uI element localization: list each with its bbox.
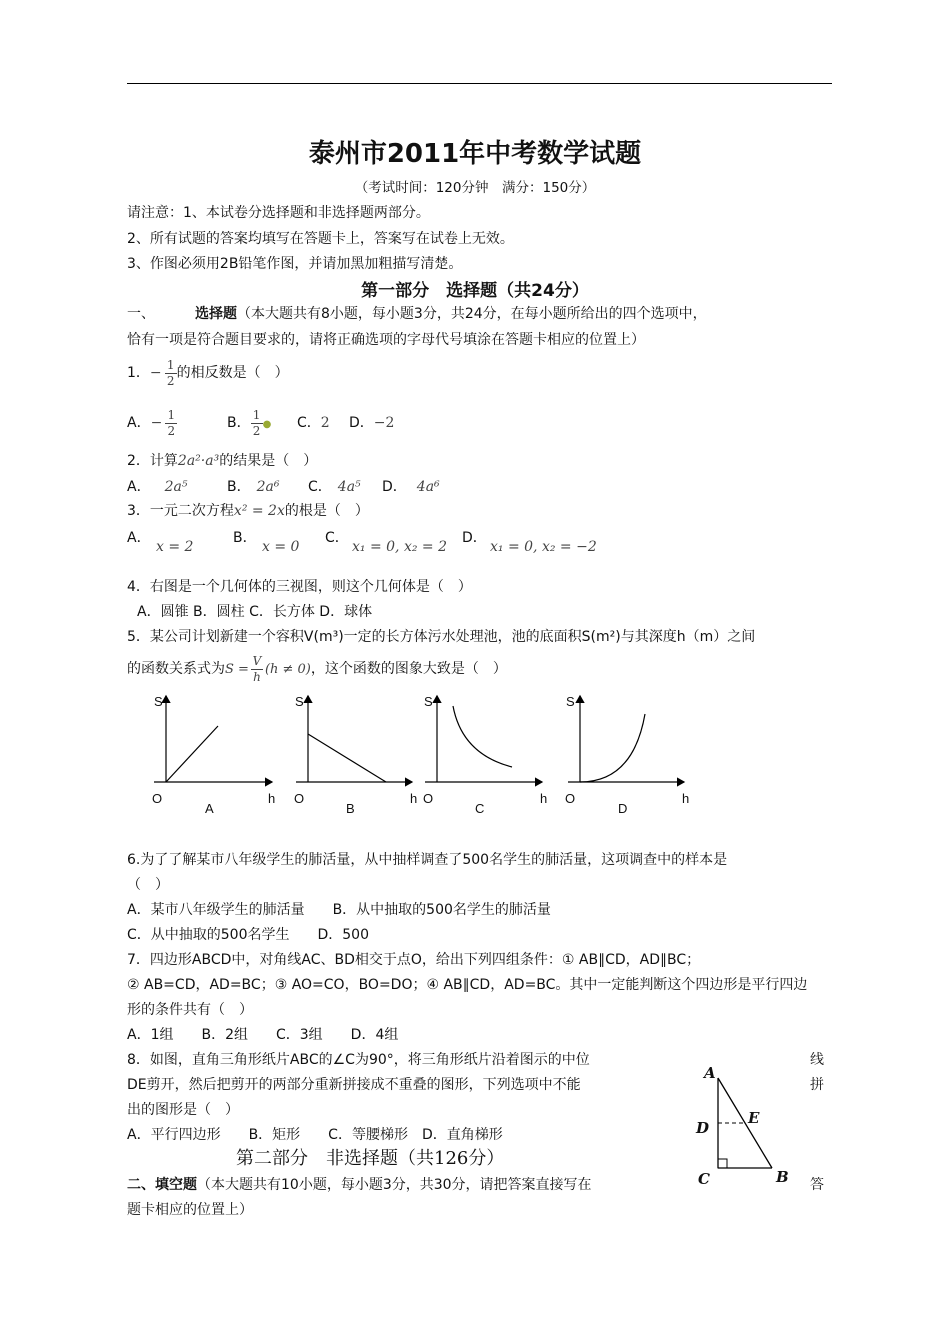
q2-expression: 2a²·a³ <box>177 453 220 469</box>
graph-d-y-label: S <box>566 694 575 709</box>
graph-a-origin: O <box>152 791 163 806</box>
q1-fraction: $\frac{1}{2}$ <box>165 359 177 388</box>
point-d: D <box>696 1119 710 1137</box>
q7-options: A．1组 B．2组 C．3组 D．4组 <box>127 1027 399 1043</box>
notice-line-3: 3、作图必须用2B铅笔作图，并请加黑加粗描写清楚。 <box>127 256 463 272</box>
q4-options: A．圆锥 B．圆柱 C．长方体 D．球体 <box>137 604 373 620</box>
graph-d-option: D <box>618 801 628 816</box>
part1-intro-b: 恰有一项是符合题目要求的，请将正确选项的字母代号填涂在答题卡相应的位置上） <box>127 332 645 348</box>
graph-c-y-label: S <box>424 694 433 709</box>
q3-option-c-value: x₁ = 0, x₂ = 2 <box>352 539 447 555</box>
q6-options-2: C．从中抽取的500名学生 D．500 <box>127 927 369 943</box>
question-8-line-1: 8．如图，直角三角形纸片ABC的∠C为90°，将三角形纸片沿着图示的中位 <box>127 1052 590 1068</box>
q1-option-c: C．2 <box>297 415 330 431</box>
part1-intro <box>127 303 707 323</box>
graph-b-y-label: S <box>295 694 304 709</box>
q3-option-a-label: A． <box>127 530 151 546</box>
graph-d <box>565 694 689 816</box>
q5-formula: S = $\frac{V}{h}$ (h ≠ 0) <box>225 654 311 684</box>
graph-c-option: C <box>475 801 485 816</box>
q1-option-a: A．− $\frac{1}{2}$ <box>127 406 177 440</box>
question-8-line-2-end: 拼 <box>810 1077 824 1093</box>
question-8-line-3: 出的图形是（ ） <box>127 1102 239 1118</box>
graph-c <box>423 694 547 816</box>
part2-intro-b: 题卡相应的位置上） <box>127 1202 253 1218</box>
notice-line-2: 2、所有试题的答案均填写在答题卡上，答案写在试卷上无效。 <box>127 231 514 247</box>
part2-heading: 第二部分 非选择题（共126分） <box>236 1148 505 1169</box>
minus-sign: − <box>149 365 162 381</box>
point-e: E <box>748 1109 760 1127</box>
q8-triangle-diagram <box>690 1060 800 1190</box>
question-8-line-1-end: 线 <box>810 1052 824 1068</box>
part1-label: 选择题 <box>195 306 237 322</box>
question-4: 4．右图是一个几何体的三视图，则这个几何体是（ ） <box>127 579 472 595</box>
q1-number: 1． <box>127 365 150 381</box>
question-8-line-2: DE剪开，然后把剪开的两部分重新拼接成不重叠的图形，下列选项中不能 <box>127 1077 581 1093</box>
graph-c-x-label: h <box>540 791 548 806</box>
graph-a <box>152 694 275 816</box>
notice-line-1: 请注意：1、本试卷分选择题和非选择题两部分。 <box>127 205 430 221</box>
graph-d-origin: O <box>565 791 576 806</box>
graph-a-y-label: S <box>154 694 163 709</box>
graph-b-option: B <box>346 801 355 816</box>
question-6-line-1: 6.为了了解某市八年级学生的肺活量，从中抽样调查了500名学生的肺活量，这项调查中的样本是 <box>127 852 728 868</box>
question-5-line-1: 5．某公司计划新建一个容积V(m³)一定的长方体污水处理池，池的底面积S(m²)与其深度h（m）之间 <box>127 629 756 645</box>
q1-text: 的相反数是（ ） <box>176 365 289 381</box>
right-angle-mark <box>718 1159 727 1168</box>
q3-option-b-label: B． <box>233 530 257 546</box>
part2-intro <box>127 1174 592 1194</box>
question-6-line-2: （ ） <box>127 877 169 893</box>
vertex-c: C <box>698 1170 710 1188</box>
q2-option-b: B． 2a⁶ <box>227 479 280 495</box>
graph-b <box>294 694 417 816</box>
q2-option-c: C． 4a⁵ <box>308 479 361 495</box>
graph-b-origin: O <box>294 791 305 806</box>
q1-option-b: B． $\frac{1}{2}$ ● <box>227 407 272 438</box>
q5-graphs <box>140 690 700 820</box>
question-7-line-2: ② AB=CD，AD=BC；③ AO=CO，BO=DO；④ AB∥CD，AD=BC。其中一定能判断这个四边形是平行四边 <box>127 977 808 993</box>
part1-num: 一、 <box>127 306 155 322</box>
graph-b-line <box>308 734 386 782</box>
graph-c-origin: O <box>423 791 434 806</box>
vertex-a: A <box>704 1064 716 1082</box>
part1-intro-a: （本大题共有8小题，每小题3分，共24分，在每小题所给出的四个选项中， <box>237 306 707 322</box>
q3-option-d-value: x₁ = 0, x₂ = −2 <box>490 539 597 555</box>
q1-option-d: D．−2 <box>349 415 395 431</box>
part2-label: 二、填空题 <box>127 1177 197 1193</box>
graph-a-option: A <box>205 801 214 816</box>
part1-heading: 第一部分 选择题（共24分） <box>361 281 589 301</box>
question-2: 2．计算2a²·a³的结果是（ ） <box>127 453 318 469</box>
q3-expression: x² = 2x <box>233 503 285 519</box>
graph-a-line <box>166 726 218 782</box>
question-5-line-2: 的函数关系式为S = $\frac{V}{h}$ (h ≠ 0)，这个函数的图象大致是（ ） <box>127 654 507 684</box>
graph-d-x-label: h <box>682 791 690 806</box>
header-rule <box>127 83 832 84</box>
question-1 <box>127 356 289 390</box>
graph-d-curve <box>580 714 645 782</box>
part2-intro-a: （本大题共有10小题，每小题3分，共30分，请把答案直接写在 <box>197 1177 592 1193</box>
graph-b-x-label: h <box>410 791 418 806</box>
q8-options: A．平行四边形 B．矩形 C．等腰梯形 D．直角梯形 <box>127 1127 503 1143</box>
question-7-line-3: 形的条件共有（ ） <box>127 1002 253 1018</box>
q3-option-d-label: D． <box>462 530 487 546</box>
vertex-b: B <box>776 1168 789 1186</box>
graph-c-curve <box>453 706 512 767</box>
part2-intro-end: 答 <box>810 1177 824 1193</box>
q3-option-a-value: x = 2 <box>156 539 194 555</box>
q3-option-b-value: x = 0 <box>262 539 300 555</box>
q2-option-a: A． 2a⁵ <box>127 479 188 495</box>
graph-a-x-label: h <box>268 791 276 806</box>
page-title: 泰州市2011年中考数学试题 <box>308 139 642 169</box>
exam-info: （考试时间：120分钟 满分：150分） <box>354 180 596 196</box>
question-7-line-1: 7．四边形ABCD中，对角线AC、BD相交于点O，给出下列四组条件：① AB∥CD，AD∥BC； <box>127 952 701 968</box>
q6-options-1: A．某市八年级学生的肺活量 B．从中抽取的500名学生的肺活量 <box>127 902 551 918</box>
q2-option-d: D． 4a⁶ <box>382 479 440 495</box>
q3-option-c-label: C． <box>325 530 349 546</box>
question-3: 3．一元二次方程x² = 2x的根是（ ） <box>127 503 369 519</box>
